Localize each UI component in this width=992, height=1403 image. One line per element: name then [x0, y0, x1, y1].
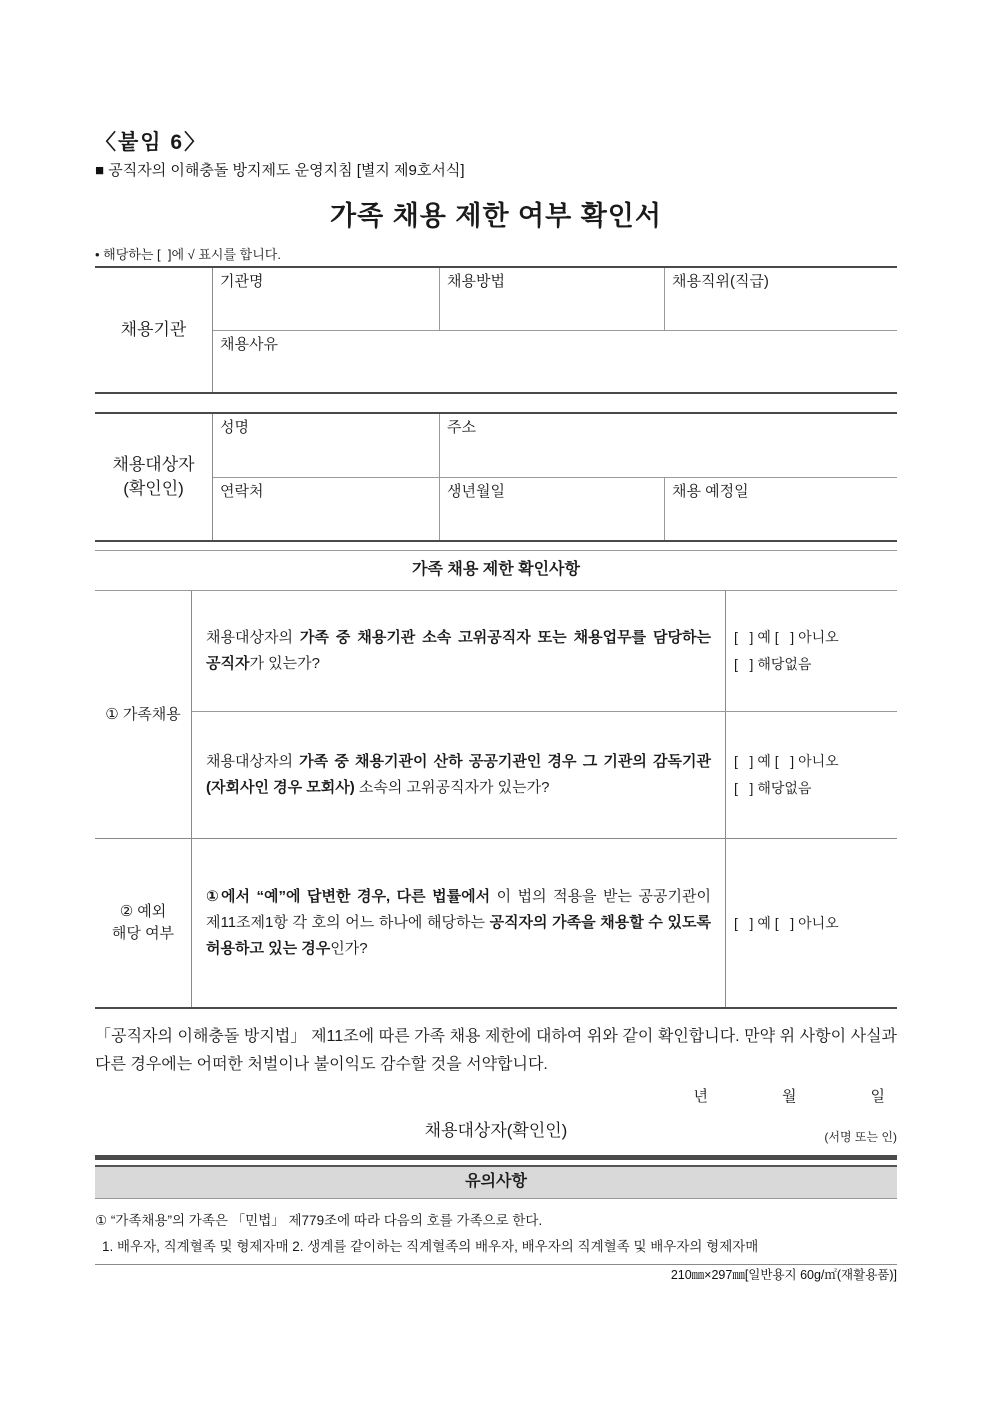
- form-content: [95, 0, 897, 1284]
- agency-table: [95, 266, 897, 394]
- hire-method-label: 채용방법: [447, 273, 505, 290]
- notice-title: 유의사항: [465, 1173, 527, 1190]
- answer-2-options[interactable]: [725, 712, 897, 838]
- hire-position-field[interactable]: [665, 268, 897, 330]
- sign-note: (서명 또는 인): [824, 1130, 897, 1144]
- answer-1-yes-no: [ ] 예 [ ] 아니오: [734, 629, 839, 645]
- answer-3-yes-no: [ ] 예 [ ] 아니오: [734, 914, 839, 931]
- bottom-rule: [95, 1264, 897, 1265]
- exception-header-line2: 해당 여부: [111, 925, 175, 942]
- family-employment-header: ① 가족채용: [95, 591, 192, 838]
- declaration-text: 「공직자의 이해충돌 방지법」 제11조에 따른 가족 채용 제한에 대하여 위와 같이 확인합니다. 만약 위 사항이 사실과 다른 경우에는 어떠한 처벌이나 불이익도 감수할 것을 서약합니다.: [95, 1028, 897, 1073]
- doc-reference: ■ 공직자의 이해충돌 방지제도 운영지침 [별지 제9호서식]: [95, 162, 465, 179]
- exception-header: [95, 839, 192, 1007]
- exception-header-line1: ② 예외: [119, 903, 167, 920]
- hire-reason-field[interactable]: [213, 331, 897, 393]
- month-label: 월: [782, 1088, 797, 1105]
- paper-spec: 210㎜×297㎜[일반용지 60g/㎡(재활용품)]: [670, 1268, 897, 1282]
- signature-row[interactable]: [95, 1119, 897, 1143]
- check-instruction: • 해당하는 [ ]에 √ 표시를 합니다.: [95, 247, 281, 262]
- question-1-text: 채용대상자의 가족 중 채용기관 소속 고위공직자 또는 채용업무를 담당하는 공직자가 있는가?: [206, 629, 711, 672]
- address-label: 주소: [447, 419, 476, 436]
- exception-group: [95, 838, 897, 1007]
- question-3: [192, 839, 725, 1007]
- birth-date-label: 생년월일: [447, 482, 505, 500]
- check-table: [95, 590, 897, 1009]
- agency-row-1: [213, 268, 897, 330]
- agency-fields: [213, 268, 897, 392]
- thick-separator: [95, 1155, 897, 1160]
- signer-label: 채용대상자(확인인): [424, 1121, 568, 1140]
- org-name-field[interactable]: [213, 268, 440, 330]
- attachment-label: 〈붙임 6〉: [95, 131, 208, 154]
- org-name-label: 기관명: [220, 273, 264, 290]
- candidate-row-header: [95, 414, 213, 540]
- exception-body: [192, 839, 897, 1007]
- question-2: [192, 712, 725, 838]
- hire-method-field[interactable]: [440, 268, 665, 330]
- form-title: 가족 채용 제한 여부 확인서: [330, 201, 662, 231]
- agency-row-2: [213, 330, 897, 393]
- address-field[interactable]: [440, 414, 897, 477]
- expected-hire-date-field[interactable]: [665, 478, 897, 541]
- answer-1-na: [ ] 해당없음: [734, 656, 812, 672]
- question-row-3: [192, 839, 897, 1007]
- contact-label: 연락처: [220, 482, 264, 500]
- year-label: 년: [693, 1088, 708, 1105]
- candidate-table: [95, 412, 897, 542]
- family-employment-group: [95, 591, 897, 838]
- family-employment-body: [192, 591, 897, 838]
- answer-2-na: [ ] 해당없음: [734, 780, 812, 796]
- expected-hire-date-label: 채용 예정일: [672, 482, 749, 500]
- contact-field[interactable]: [213, 478, 440, 541]
- answer-2-yes-no: [ ] 예 [ ] 아니오: [734, 753, 839, 769]
- hire-reason-label: 채용사유: [220, 335, 278, 353]
- hire-position-label: 채용직위(직급): [672, 273, 769, 290]
- answer-1-options[interactable]: [725, 591, 897, 711]
- name-field[interactable]: [213, 414, 440, 477]
- name-label: 성명: [220, 419, 249, 436]
- question-row-2: [192, 711, 897, 838]
- candidate-row-header-line1: 채용대상자: [112, 455, 195, 474]
- date-line[interactable]: [95, 1087, 897, 1107]
- candidate-row-header-line2: (확인인): [123, 479, 184, 498]
- notice-band: [95, 1165, 897, 1199]
- notice-notes: [95, 1208, 897, 1260]
- question-3-text: ①에서 “예”에 답변한 경우, 다른 법률에서 이 법의 적용을 받는 공공기관이 제11조제1항 각 호의 어느 하나에 해당하는 공직자의 가족을 채용할 수 있도록 허용하고 있는 경우인가?: [206, 888, 711, 957]
- question-1: [192, 591, 725, 711]
- candidate-row-2: [213, 477, 897, 541]
- agency-row-header: 채용기관: [95, 268, 213, 392]
- candidate-fields: [213, 414, 897, 540]
- notice-line-1: ① “가족채용”의 가족은 「민법」 제779조에 따라 다음의 호를 가족으로 한다.: [95, 1213, 543, 1228]
- notice-line-2: 1. 배우자, 직계혈족 및 형제자매 2. 생계를 같이하는 직계혈족의 배우자, 배우자의 직계혈족 및 배우자의 형제자매: [102, 1239, 759, 1254]
- answer-3-options[interactable]: [725, 839, 897, 1007]
- candidate-row-1: [213, 414, 897, 477]
- question-2-text: 채용대상자의 가족 중 채용기관이 산하 공공기관인 경우 그 기관의 감독기관(자회사인 경우 모회사) 소속의 고위공직자가 있는가?: [206, 753, 712, 796]
- check-section-title: 가족 채용 제한 확인사항: [95, 550, 897, 590]
- day-label: 일: [870, 1088, 885, 1105]
- question-row-1: [192, 591, 897, 711]
- birth-date-field[interactable]: [440, 478, 665, 541]
